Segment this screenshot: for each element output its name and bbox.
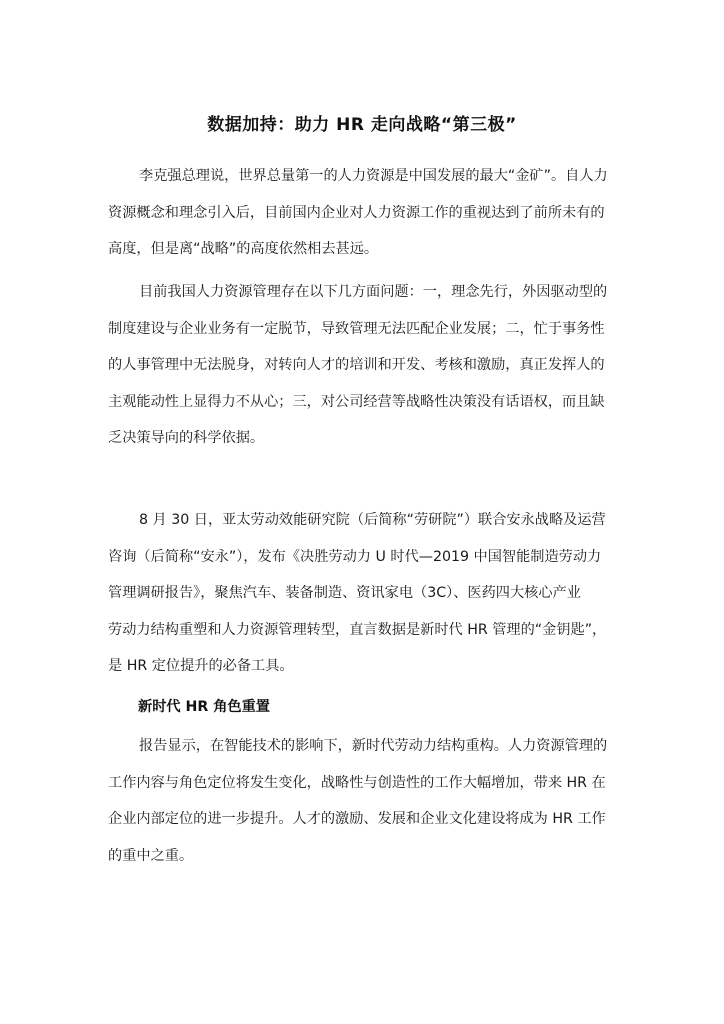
paragraph-hr-role <box>108 728 628 874</box>
paragraph-line: 的人事管理中无法脱身，对转向人才的培训和开发、考核和激励，真正发挥人的 <box>108 357 605 373</box>
document-title: 数据加持：助力 HR 走向战略“第三极” <box>207 115 517 135</box>
paragraph-line: 李克强总理说，世界总量第一的人力资源是中国发展的最大“金矿”。自人力 <box>139 168 608 184</box>
paragraph-problems <box>108 274 628 457</box>
paragraph-line: 资源概念和理念引入后，目前国内企业对人力资源工作的重视达到了前所未有的 <box>108 204 605 221</box>
paragraph-line: 工作内容与角色定位将发生变化，战略性与创造性的工作大幅增加，带来 HR 在 <box>108 774 606 791</box>
section-heading: 新时代 HR 角色重置 <box>138 699 270 715</box>
paragraph-line: 的重中之重。 <box>108 847 194 864</box>
paragraph-line: 咨询（后简称“安永”），发布《决胜劳动力 U 时代—2019 中国智能制造劳动力 <box>108 548 602 565</box>
paragraph-line: 企业内部定位的进一步提升。人才的激励、发展和企业文化建设将成为 HR 工作 <box>108 811 606 827</box>
paragraph-line: 是 HR 定位提升的必备工具。 <box>108 658 294 674</box>
paragraph-report <box>108 502 628 685</box>
paragraph-line: 乏决策导向的科学依据。 <box>108 430 265 446</box>
paragraph-line: 目前我国人力资源管理存在以下几方面问题：一，理念先行，外因驱动型的 <box>139 284 608 300</box>
paragraph-line: 8 月 30 日，亚太劳动效能研究院（后简称“劳研院”）联合安永战略及运营 <box>139 512 606 528</box>
paragraph-line: 报告显示，在智能技术的影响下，新时代劳动力结构重构。人力资源管理的 <box>139 738 608 754</box>
paragraph-line: 管理调研报告》，聚焦汽车、装备制造、资讯家电（3C）、医药四大核心产业 <box>108 585 581 601</box>
paragraph-intro <box>108 158 628 268</box>
paragraph-line: 高度，但是离“战略”的高度依然相去甚远。 <box>108 241 379 257</box>
paragraph-line: 制度建设与企业业务有一定脱节，导致管理无法匹配企业发展；二，忙于事务性 <box>108 320 605 337</box>
paragraph-line: 劳动力结构重塑和人力资源管理转型，直言数据是新时代 HR 管理的“金钥匙”， <box>108 621 607 638</box>
paragraph-line: 主观能动性上显得力不从心；三，对公司经营等战略性决策没有话语权，而且缺 <box>108 393 605 410</box>
